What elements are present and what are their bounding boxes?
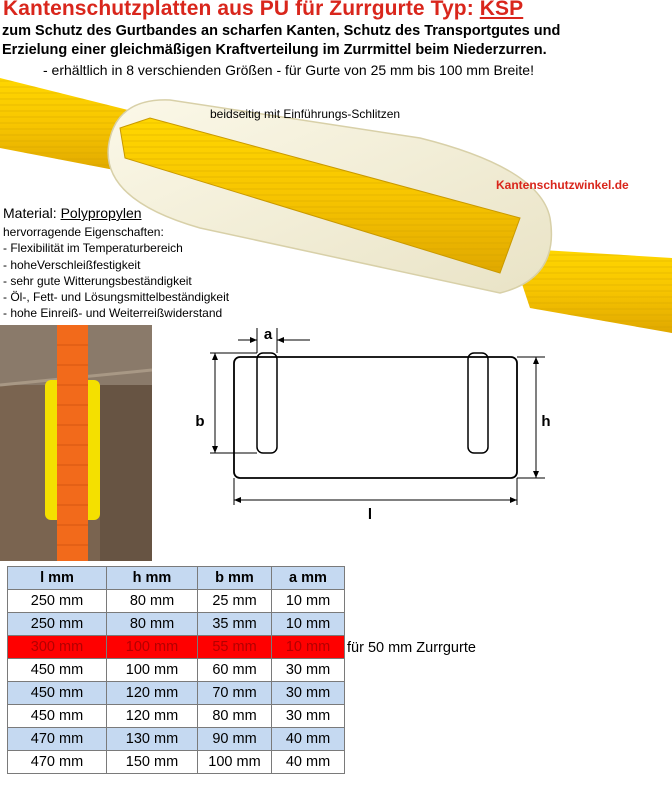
col-header-a: a mm	[272, 567, 345, 590]
orange-strap	[57, 325, 88, 561]
cell-h: 120 mm	[107, 705, 198, 728]
cell-l: 470 mm	[8, 751, 107, 774]
cell-h: 130 mm	[107, 728, 198, 751]
highlight-note: für 50 mm Zurrgurte	[347, 640, 476, 656]
table-row	[8, 659, 345, 682]
property-item: - hoheVerschleißfestigkeit	[3, 257, 141, 272]
cell-b: 80 mm	[198, 705, 272, 728]
cell-b: 100 mm	[198, 751, 272, 774]
properties-list	[3, 224, 229, 322]
cell-a: 30 mm	[272, 682, 345, 705]
type-code: KSP	[479, 0, 524, 20]
col-header-h: h mm	[107, 567, 198, 590]
cell-a: 30 mm	[272, 659, 345, 682]
dim-label-h: h	[541, 413, 551, 430]
cell-b: 35 mm	[198, 613, 272, 636]
table-row	[8, 705, 345, 728]
cell-h: 80 mm	[107, 613, 198, 636]
table-header-row	[8, 567, 345, 590]
table-row	[8, 728, 345, 751]
property-item: - Flexibilität im Temperaturbereich	[3, 241, 183, 256]
cell-h: 100 mm	[107, 659, 198, 682]
dim-label-a: a	[263, 326, 273, 343]
property-item: - sehr gute Witterungsbeständigkeit	[3, 273, 192, 288]
cell-h: 150 mm	[107, 751, 198, 774]
cell-l: 250 mm	[8, 613, 107, 636]
cell-b: 90 mm	[198, 728, 272, 751]
availability-note: - erhältlich in 8 verschienden Größen - für Gurte von 25 mm bis 100 mm Breite!	[43, 62, 534, 78]
application-photo	[0, 325, 152, 561]
website-link[interactable]: Kantenschutzwinkel.de	[496, 178, 629, 192]
dim-label-b: b	[195, 413, 205, 430]
col-header-b: b mm	[198, 567, 272, 590]
cell-l: 250 mm	[8, 590, 107, 613]
cell-a: 10 mm	[272, 613, 345, 636]
table-row-highlighted	[8, 636, 345, 659]
cell-l: 300 mm	[8, 636, 107, 659]
cell-a: 10 mm	[272, 590, 345, 613]
subtitle-line-2: Erzielung einer gleichmäßigen Kraftverteilung im Zurrmittel beim Niederzurren.	[2, 42, 547, 58]
technical-drawing	[190, 320, 560, 530]
cell-l: 450 mm	[8, 659, 107, 682]
table-row	[8, 751, 345, 774]
slot-right	[468, 353, 488, 453]
property-item: - Öl-, Fett- und Lösungsmittelbeständigkeit	[3, 290, 230, 305]
cell-b: 55 mm	[198, 636, 272, 659]
table-row	[8, 590, 345, 613]
table-row	[8, 613, 345, 636]
slots-caption: beidseitig mit Einführungs-Schlitzen	[210, 107, 401, 121]
cell-b: 60 mm	[198, 659, 272, 682]
cell-a: 40 mm	[272, 751, 345, 774]
cell-a: 40 mm	[272, 728, 345, 751]
slot-left	[257, 353, 277, 453]
dim-label-l: l	[367, 506, 373, 523]
cell-l: 470 mm	[8, 728, 107, 751]
cell-h: 120 mm	[107, 682, 198, 705]
table-row	[8, 682, 345, 705]
cell-b: 70 mm	[198, 682, 272, 705]
cell-l: 450 mm	[8, 682, 107, 705]
size-table	[7, 566, 345, 774]
material-value: Polypropylen	[60, 205, 142, 221]
cell-a: 30 mm	[272, 705, 345, 728]
cell-b: 25 mm	[198, 590, 272, 613]
page-title: Kantenschutzplatten aus PU für Zurrgurte Typ: KSP	[3, 0, 523, 21]
subtitle-line-1: zum Schutz des Gurtbandes an scharfen Kanten, Schutz des Transportgutes und	[2, 23, 561, 39]
property-item: - hohe Einreiß- und Weiterreißwiderstand	[3, 306, 223, 321]
cell-a: 10 mm	[272, 636, 345, 659]
properties-heading: hervorragende Eigenschaften:	[3, 225, 164, 239]
col-header-l: l mm	[8, 567, 107, 590]
cell-l: 450 mm	[8, 705, 107, 728]
cell-h: 100 mm	[107, 636, 198, 659]
material-line: Material: Polypropylen	[3, 205, 142, 221]
cell-h: 80 mm	[107, 590, 198, 613]
